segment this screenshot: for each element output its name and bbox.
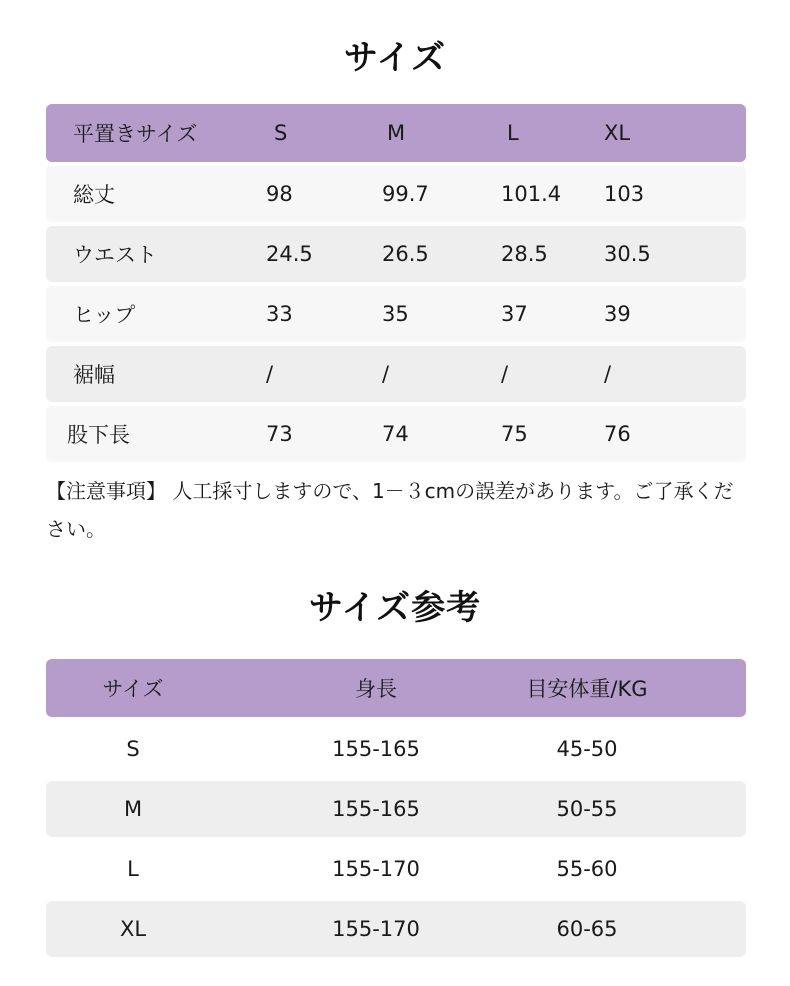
table-row [46,346,746,402]
size-table [46,104,746,466]
table-cell: 24.5 [266,242,313,266]
row-label: 裾幅 [73,363,115,387]
table-cell: 33 [266,302,293,326]
row-label: ヒップ [73,303,136,327]
table-cell: 98 [266,182,293,206]
table-cell: 55-60 [556,857,618,881]
row-label: 股下長 [67,423,130,447]
header-cell: 平置きサイズ [73,122,198,146]
header-cell: サイズ [102,677,164,701]
table-cell: 37 [501,302,528,326]
table-cell: / [382,362,390,386]
table-cell: 35 [382,302,409,326]
table-cell: 30.5 [604,242,651,266]
table-cell: L [127,857,139,881]
header-cell: S [274,121,288,145]
header-cell: M [387,121,406,145]
table-row [46,721,746,777]
table-row [46,286,746,342]
reference-table-header [46,659,746,717]
table-cell: S [126,737,140,761]
table-row [46,226,746,282]
table-cell: 28.5 [501,242,548,266]
table-cell: 155-165 [332,797,420,821]
table-cell: 101.4 [501,182,562,206]
table-cell: 99.7 [382,182,429,206]
header-cell: L [507,121,519,145]
table-cell: XL [119,917,147,941]
table-cell: 76 [604,422,631,446]
table-row [46,841,746,897]
table-row [46,406,746,462]
table-cell: M [123,797,143,821]
table-cell: / [501,362,509,386]
header-cell: XL [604,121,631,145]
table-cell: 155-170 [332,857,420,881]
notice-text: 【注意事項】 人工採寸しますので、1－３cmの誤差があります。ご了承ください。 [46,479,734,541]
table-cell: 73 [266,422,293,446]
table-cell: 103 [604,182,645,206]
row-label: 総丈 [73,183,115,207]
table-cell: 74 [382,422,409,446]
table-cell: 45-50 [556,737,618,761]
table-cell: 60-65 [556,917,618,941]
table-cell: 75 [501,422,528,446]
table-cell: 39 [604,302,631,326]
row-label: ウエスト [73,243,157,267]
header-cell: 目安体重/KG [526,677,648,701]
size-reference-table [46,659,746,961]
table-cell: 26.5 [382,242,429,266]
table-cell: / [604,362,612,386]
table-cell: 155-165 [332,737,420,761]
size-reference-title: サイズ参考 [308,588,482,628]
table-cell: 50-55 [556,797,618,821]
table-row [46,901,746,957]
table-cell: / [266,362,274,386]
size-title: サイズ [343,38,447,78]
table-row [46,781,746,837]
table-row [46,166,746,222]
header-cell: 身長 [355,677,397,701]
table-cell: 155-170 [332,917,420,941]
size-table-header [46,104,746,162]
